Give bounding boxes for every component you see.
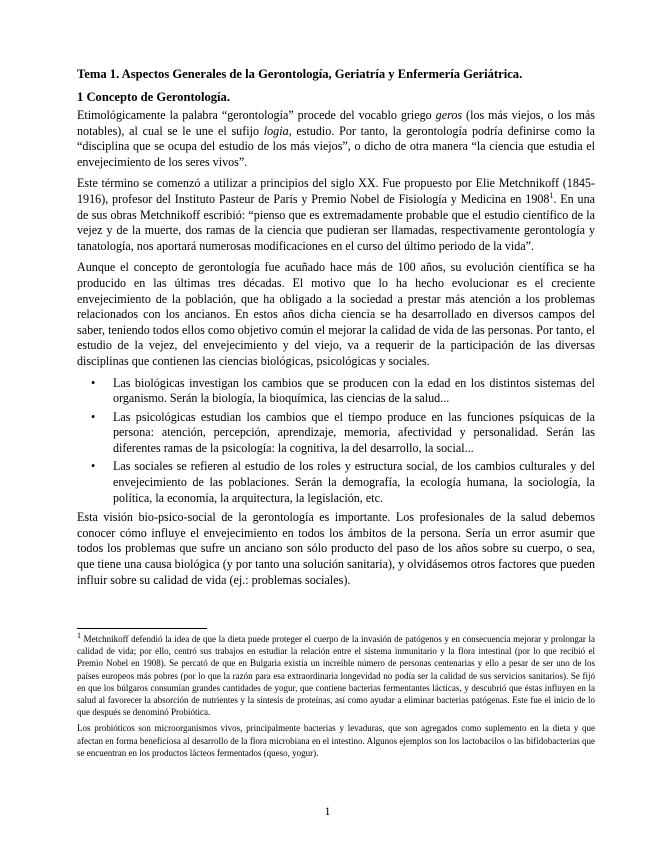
footnote-1 (77, 633, 595, 718)
bullet-icon: • (91, 409, 96, 424)
footnote-marker: 1 (77, 631, 81, 640)
list-item (77, 459, 595, 506)
document-title: Tema 1. Aspectos Generales de la Gerontología, Geriatría y Enfermería Geriátrica. (77, 67, 523, 81)
list-item-text: Las biológicas investigan los cambios que se producen con la edad en los distintos sistemas del organismo. Serán la biología, la bioquímica, las ciencias de la salud... (113, 375, 595, 406)
list-item-text: Las psicológicas estudian los cambios que el tiempo produce en las funciones psíquicas de la persona: atención, percepción, aprendizaje, memoria, afectividad y personalidad. Serán las diferentes ramas de la psicología: la cognitiva, la del desarrollo, la social... (113, 409, 595, 455)
text-run: Este término se comenzó a utilizar a principios del siglo XX. Fue propuesto por Elie Metchnikoff (1845-1916), profesor del Instituto Pasteur de París y Premio Nobel de Fisiología y Medicina en 1908 (77, 176, 595, 206)
paragraph-evolution: Aunque el concepto de gerontología fue acuñado hace más de 100 años, su evolución científica se ha producido en las últimas tres décadas. El motivo que lo ha hecho evolucionar es el creciente envejecimiento de la población, que ha obligado a la sociedad a prestar más atención a los problemas relacionados con los ancianos. En estos años dicha ciencia se ha desarrollado en diversos campos del saber, teniendo todos ellos como objetivo común el mejorar la calidad de vida de las personas. Por tanto, el estudio de la vejez, del envejecimiento y del viejo, va a requerir de la participación de las diversas disciplinas que contienen las ciencias biológicas, psicológicas y sociales. (77, 260, 595, 368)
paragraph-etymology (77, 108, 595, 170)
paragraph-biopsychosocial: Esta visión bio-psico-social de la gerontología es importante. Los profesionales de la salud debemos conocer cómo influye el envejecimiento en todos los ámbitos de la persona. Sería un error asumir que todos los problemas que sufre un anciano son sólo producto del paso de los años sobre su cuerpo, o sea, que tiene una causa biológica (y por tanto una solución sanitaria), y olvidásemos otros factores que pueden influir sobre su calidad de vida (ej.: problemas sociales). (77, 510, 595, 587)
main-content (77, 66, 595, 594)
footnotes (77, 633, 595, 763)
disciplines-list (77, 376, 595, 507)
italic-term-logia: logia (263, 123, 289, 138)
bullet-icon: • (91, 375, 96, 390)
paragraph-history (77, 176, 595, 254)
bullet-icon: • (91, 459, 96, 474)
text-run: Etimológicamente la palabra “gerontología” procede del vocablo griego (77, 108, 436, 122)
text-run: , estudio. Por tanto, la gerontología podría definirse como la “disciplina que se ocupa del estudio de los más viejos”, o dicho de otra manera “la ciencia que estudia el envejecimiento de los seres vivos”. (77, 123, 595, 169)
page-number: 1 (324, 804, 331, 818)
italic-term-geros: geros (435, 108, 463, 122)
list-item (77, 410, 595, 457)
text-run: (los más viejos, o los más notables), al cual se le une el sufijo (77, 108, 595, 138)
footnote-reference[interactable]: 1 (549, 190, 554, 200)
footnote-text: Metchnikoff defendió la idea de que la dieta puede proteger el cuerpo de la invasión de patógenos y en consecuencia mejorar y prolongar la calidad de vida; por ello, centró sus trabajos en estudiar la relación entre el sistema inmunitario y la flora intestinal (por lo que recibió el Premio Nobel en 1908). Se percató de que en Bulgaria existía un increíble número de personas centenarias y ello a pesar de ser uno de los países europeos más pobres (por lo que la razón para esa extraordinaria longevidad no podía ser la calidad de sus servicios sanitarios). Se fijó en que los búlgaros consumían grandes cantidades de yogur, que contiene bacterias fermentantes lácticas, y descubrió que éstas influyen en la salud al favorecer la absorción de nutrientes y la síntesis de proteínas, así como ayudar a eliminar bacterias patógenas. Este fue el inicio de lo que después se denominó Probiótica. (77, 634, 595, 718)
list-item (77, 376, 595, 407)
footnote-separator (77, 628, 207, 629)
footnote-2: Los probióticos son microorganismos vivos, principalmente bacterias y levaduras, que son agregados como suplemento en la dieta y que afectan en forma beneficiosa al desarrollo de la flora microbiana en el intestino. Algunos ejemplos son los lactobacilos o las bifidobacterias que se encuentran en los productos lácteos fermentados (queso, yogur). (77, 723, 595, 758)
list-item-text: Las sociales se refieren al estudio de los roles y estructura social, de los cambios culturales y del envejecimiento de las poblaciones. Serán la demografía, la ecología humana, la sociología, la política, la economía, la arquitectura, la legislación, etc. (113, 459, 595, 505)
text-run: . En una de sus obras Metchnikoff escribió: “pienso que es extremadamente probable que el estudio científico de la vejez y de la muerte, dos ramas de la ciencia que pudieran ser llamadas, respectivamente gerontología y tanatología, nos aportará numerosas modificaciones en el curso del último periodo de la vida”. (77, 191, 595, 253)
section-heading: 1 Concepto de Gerontología. (77, 90, 230, 104)
